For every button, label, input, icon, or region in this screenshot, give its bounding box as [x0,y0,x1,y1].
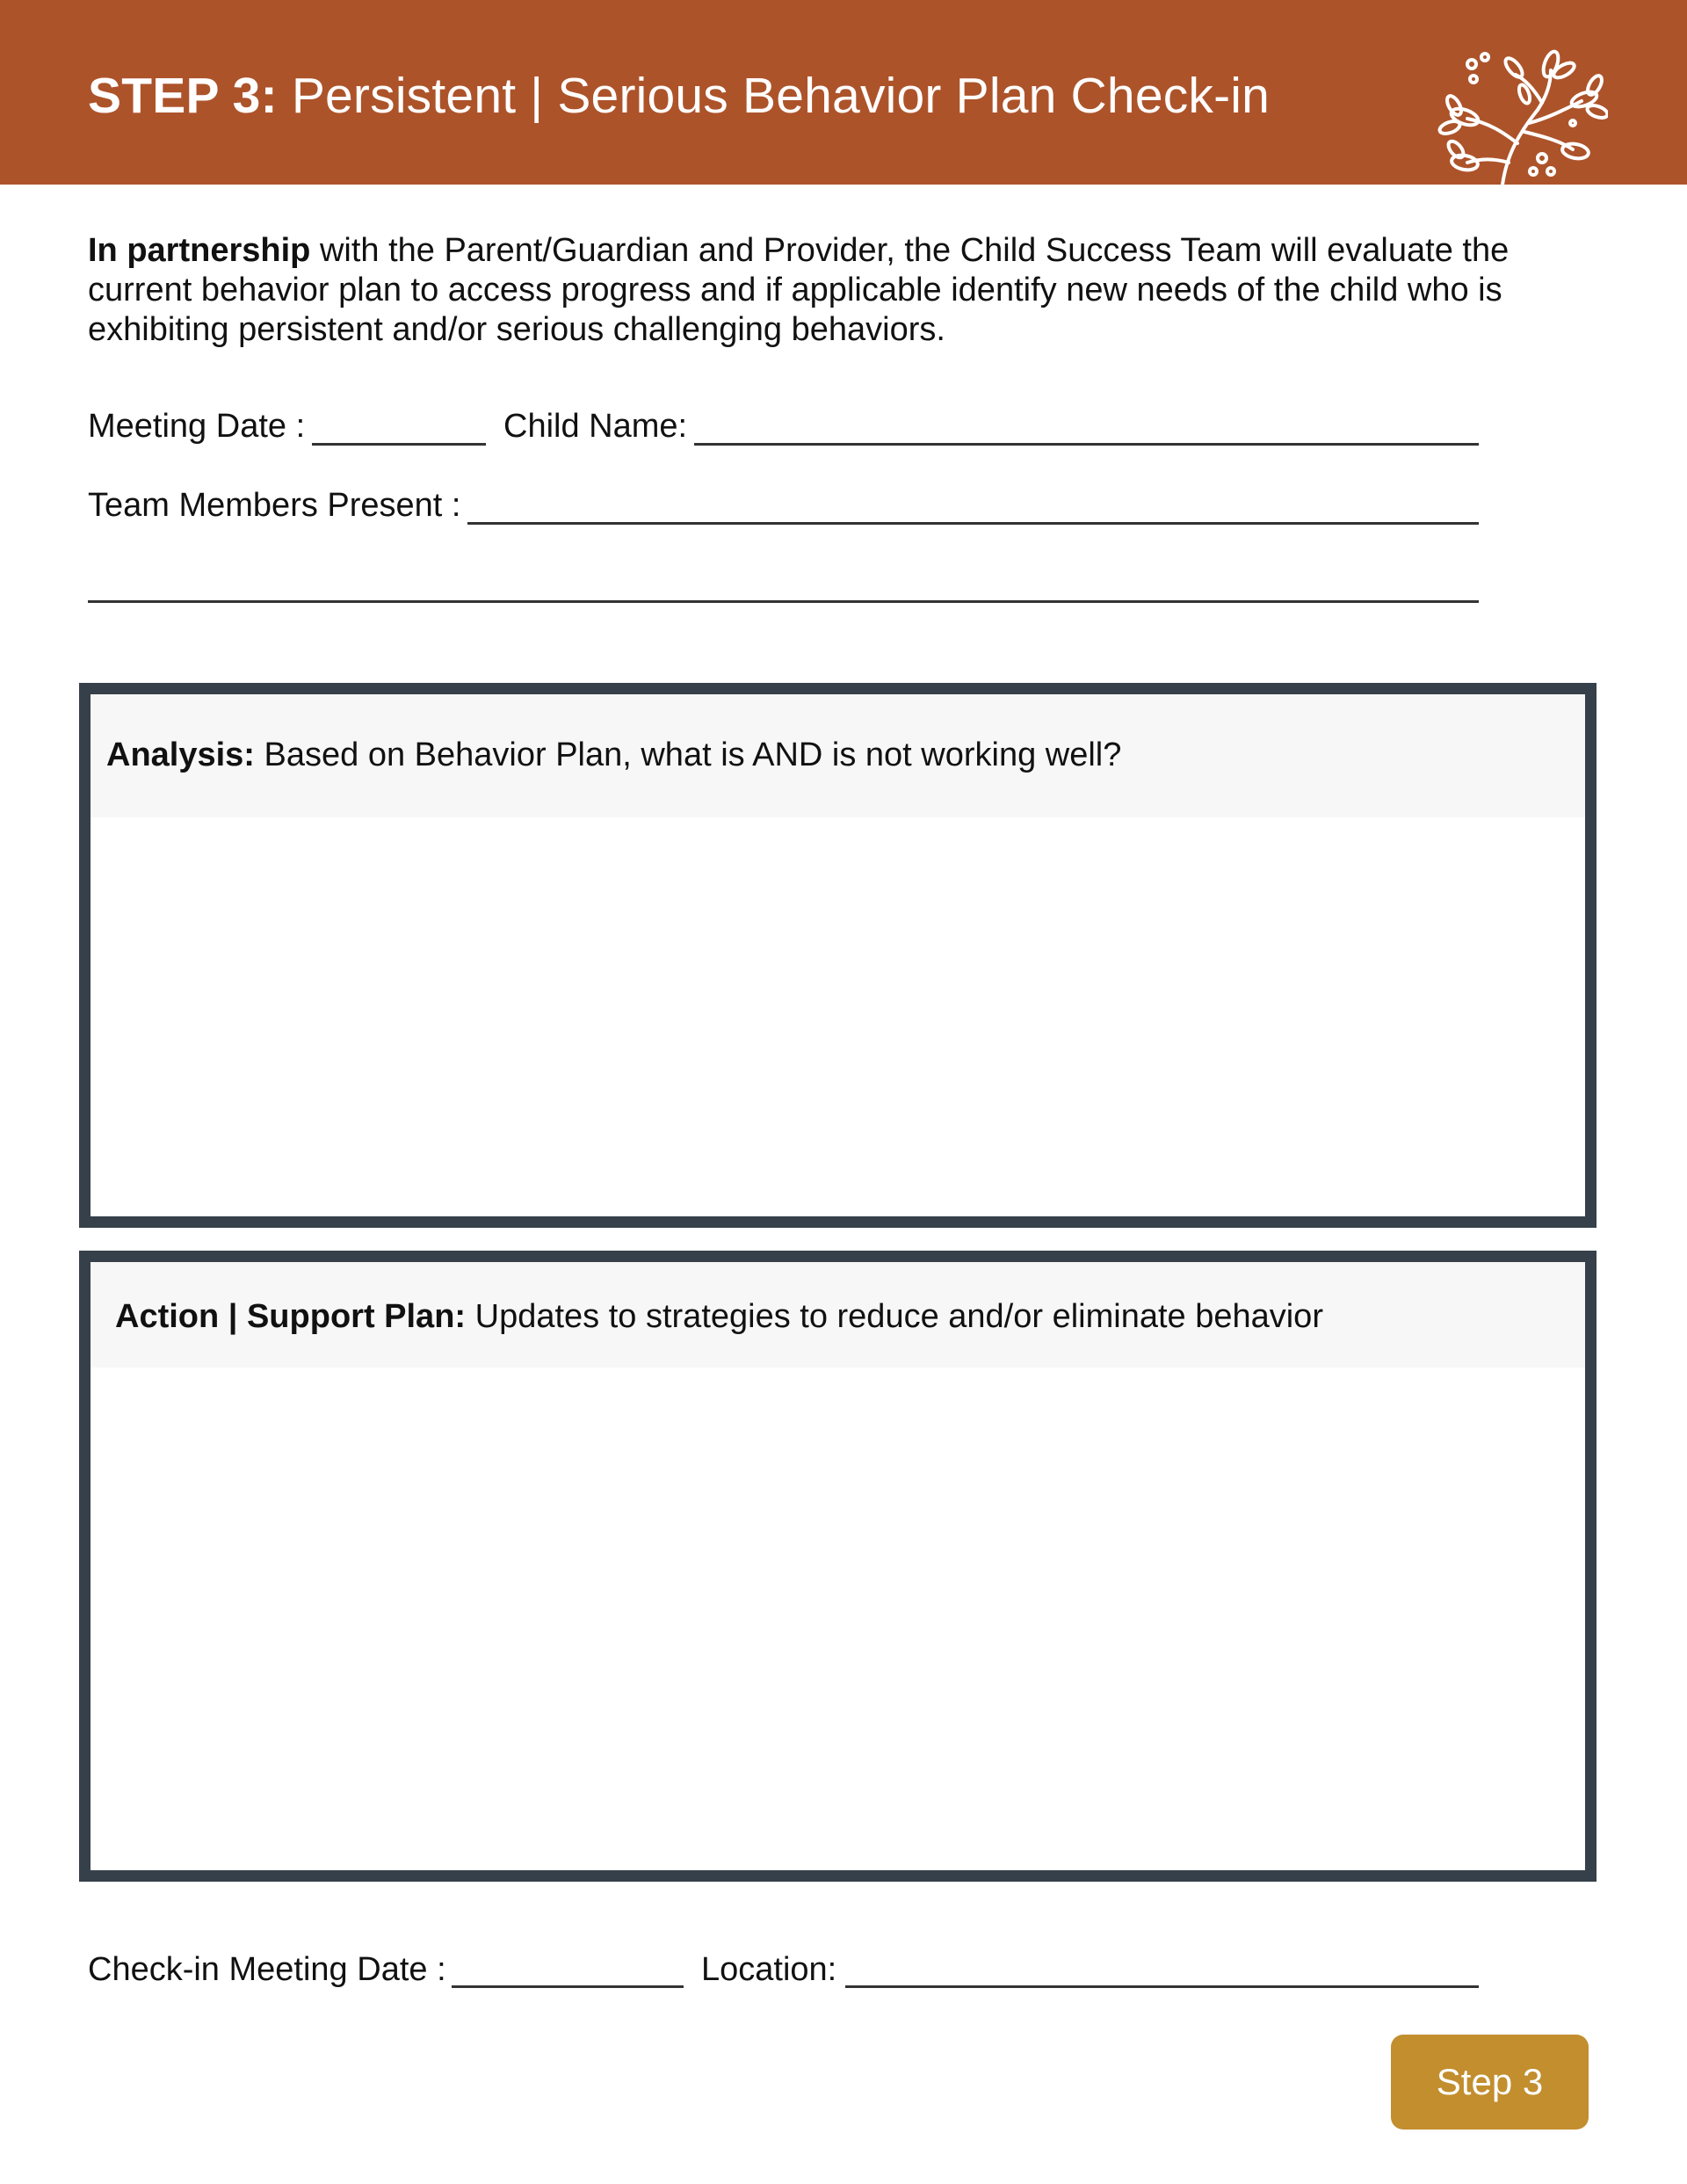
analysis-label-bold: Analysis: [106,736,255,773]
intro-bold: In partnership [88,232,311,269]
action-label-text: Updates to strategies to reduce and/or eliminate behavior [474,1298,1323,1335]
intro-text: with the Parent/Guardian and Provider, the Child Success Team will evaluate the current behavior plan to access progress and if applicable identify new needs of the child who is exhibiting persistent and/or serious challenging behaviors. [88,232,1510,348]
child-name-field[interactable] [694,443,1479,446]
analysis-label-text: Based on Behavior Plan, what is AND is not working well? [264,736,1122,773]
page-title [88,67,1270,125]
checkin-date-label: Check-in Meeting Date : [88,1951,446,1988]
intro-paragraph [88,231,1538,350]
meeting-date-label: Meeting Date : [88,408,306,445]
page-header [0,0,1687,185]
analysis-heading [91,694,1585,817]
location-field[interactable] [845,1985,1479,1988]
page-title-step: STEP 3: [88,68,278,124]
page-title-text: Persistent | Serious Behavior Plan Check-in [291,68,1271,124]
action-label-bold: Action | Support Plan: [115,1298,467,1335]
meeting-date-field[interactable] [312,443,486,446]
analysis-box[interactable] [79,683,1596,1228]
floral-branch-icon [1419,40,1608,185]
team-members-label: Team Members Present : [88,487,461,524]
child-name-label: Child Name: [503,408,688,445]
location-label: Location: [701,1951,837,1988]
step-badge: Step 3 [1391,2035,1589,2130]
action-support-box[interactable] [79,1251,1596,1882]
team-members-field[interactable] [467,522,1479,525]
checkin-date-field[interactable] [452,1985,684,1988]
team-members-field-continued[interactable] [88,600,1479,603]
action-heading [91,1262,1585,1368]
